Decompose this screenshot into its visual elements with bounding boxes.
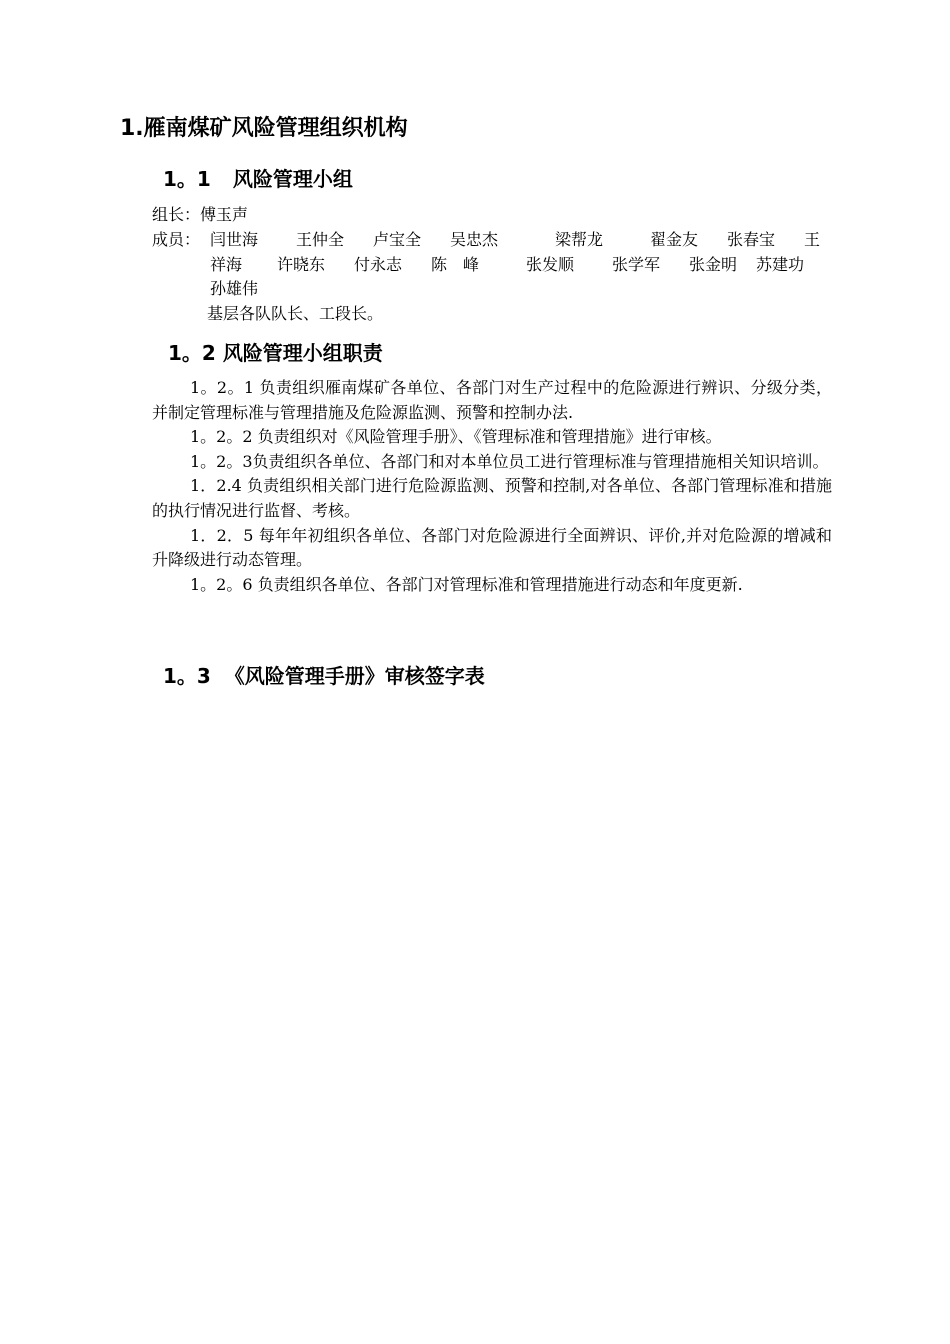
member-name: 王 [804, 230, 821, 249]
members-label: 成员： [152, 230, 201, 249]
base-members-line: 基层各队队长、工段长。 [207, 304, 384, 323]
member-name: 翟金友 [650, 230, 699, 249]
duty-paragraph: 1．2.4 负责组织相关部门进行危险源监测、预警和控制,对各单位、各部门管理标准和措施的执行情况进行监督、考核。 [152, 476, 832, 520]
members-row [210, 253, 830, 278]
members-list [210, 228, 830, 302]
duty-paragraph: 1．2．5 每年年初组织各单位、各部门对危险源进行全面辨识、评价,并对危险源的增减和升降级进行动态管理。 [152, 525, 832, 570]
duty-paragraph: 1。2。6 负责组织各单位、各部门对管理标准和管理措施进行动态和年度更新. [190, 574, 743, 594]
document-title: 1.雁南煤矿风险管理组织机构 [120, 116, 408, 141]
section-heading-1-3 [163, 662, 485, 690]
member-name: 孙雄伟 [210, 279, 259, 298]
section-heading-1-2 [168, 339, 383, 367]
duties-list [152, 376, 832, 597]
member-name: 吴忠杰 [450, 230, 499, 249]
member-name: 卢宝全 [373, 230, 422, 249]
member-name: 王仲全 [296, 230, 345, 249]
duty-paragraph: 1。2。3负责组织各单位、各部门和对本单位员工进行管理标准与管理措施相关知识培训。 [190, 451, 829, 471]
member-name: 张学军 [612, 254, 661, 274]
member-name: 付永志 [354, 254, 403, 274]
members-row [210, 277, 830, 302]
duty-paragraph: 1。2。1 负责组织雁南煤矿各单位、各部门对生产过程中的危险源进行辨识、分级分类，并制定管理标准与管理措施及危险源监测、预警和控制办法. [152, 378, 832, 422]
member-name: 张金明 [689, 254, 738, 274]
section-number: 1。1 [163, 167, 211, 191]
member-name: 梁帮龙 [555, 230, 604, 249]
members-row [210, 228, 830, 253]
member-name: 许晓东 [277, 254, 326, 274]
section-title: 风险管理小组职责 [222, 341, 383, 365]
section-title: 《风险管理手册》审核签字表 [224, 664, 485, 688]
member-name: 苏建功 [756, 254, 805, 274]
duty-paragraph: 1。2。2 负责组织对《风险管理手册》、《管理标准和管理措施》进行审核。 [190, 427, 722, 447]
section-title: 风险管理小组 [232, 167, 353, 191]
member-name: 陈 峰 [431, 254, 480, 274]
group-leader-line: 组长：傅玉声 [152, 205, 249, 224]
section-heading-1-1 [163, 165, 353, 193]
member-name: 张发顺 [526, 254, 575, 274]
section-number: 1。2 [168, 341, 216, 365]
member-name: 祥海 [210, 254, 243, 274]
member-name: 闫世海 [210, 230, 259, 249]
member-name: 张春宝 [727, 230, 776, 249]
section-number: 1。3 [163, 664, 211, 688]
